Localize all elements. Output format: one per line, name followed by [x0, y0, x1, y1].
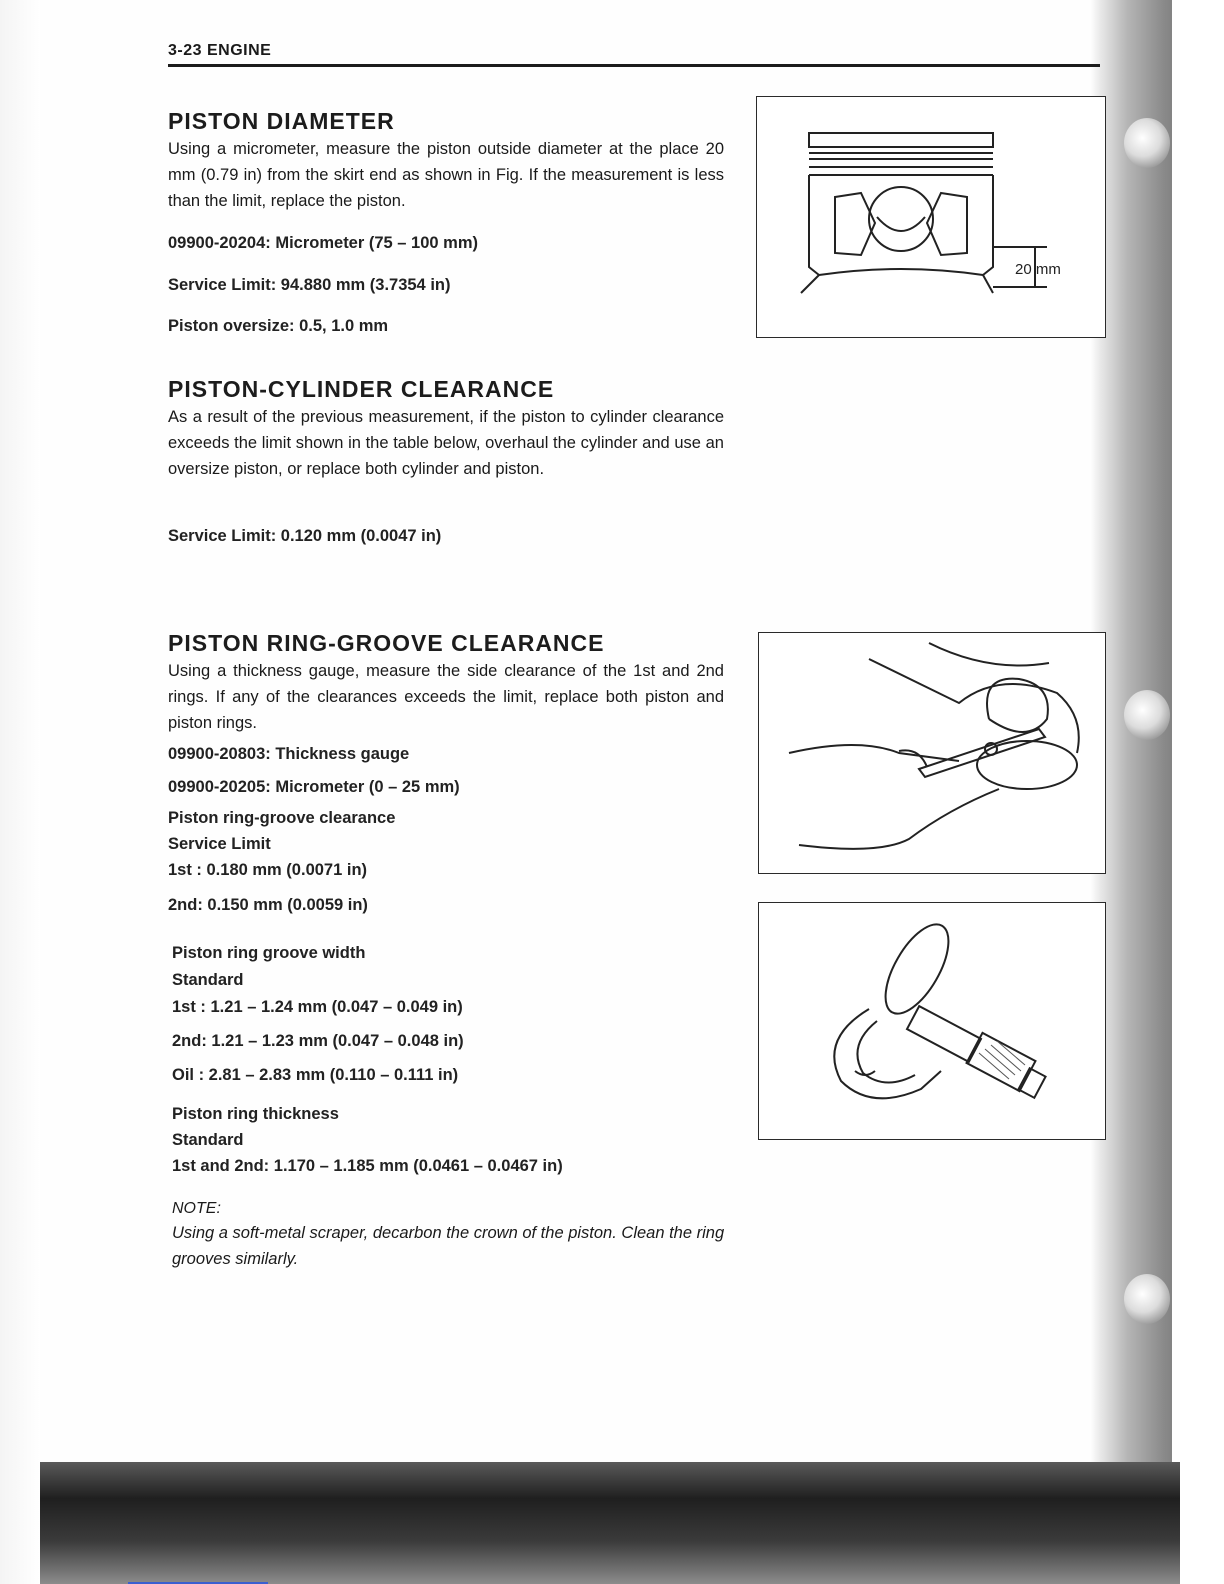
binder-hole-top — [1124, 118, 1170, 168]
ring-thickness-standard: Standard — [172, 1131, 244, 1149]
clearance-title: Piston ring-groove clearance — [168, 809, 396, 827]
note-label: NOTE: — [172, 1200, 221, 1217]
figure-micrometer — [758, 902, 1106, 1140]
piston-dimension-label: 20 mm — [1015, 261, 1061, 278]
binder-hole-middle — [1124, 690, 1170, 740]
micrometer-small-tool: 09900-20205: Micrometer (0 – 25 mm) — [168, 778, 460, 796]
page-left-edge — [0, 0, 40, 1584]
section-title-ring-groove: PISTON RING-GROOVE CLEARANCE — [168, 630, 605, 656]
piston-diameter-body: Using a micrometer, measure the piston outside diameter at the place 20 mm (0.79 in) from the skirt end as shown in Fig. If the measurement is less than the limit, replace the piston. — [168, 140, 724, 210]
figure-piston — [756, 96, 1106, 338]
thickness-gauge-tool: 09900-20803: Thickness gauge — [168, 745, 410, 763]
groove-width-title: Piston ring groove width — [172, 944, 366, 962]
cylinder-service-limit: Service Limit: 0.120 mm (0.0047 in) — [168, 527, 442, 545]
section-title-piston-cylinder: PISTON-CYLINDER CLEARANCE — [168, 376, 555, 402]
groove-width-first: 1st : 1.21 – 1.24 mm (0.047 – 0.049 in) — [172, 998, 463, 1016]
groove-width-oil: Oil : 2.81 – 2.83 mm (0.110 – 0.111 in) — [172, 1066, 459, 1084]
section-title-piston-diameter: PISTON DIAMETER — [168, 108, 395, 134]
ring-thickness-value: 1st and 2nd: 1.170 – 1.185 mm (0.0461 – 0.0467 in) — [172, 1157, 563, 1175]
scan-bottom-shadow — [40, 1462, 1180, 1584]
header-rule — [168, 64, 1100, 67]
binder-hole-bottom — [1124, 1274, 1170, 1324]
diameter-service-limit: Service Limit: 94.880 mm (3.7354 in) — [168, 276, 451, 294]
ring-groove-body: Using a thickness gauge, measure the side clearance of the 1st and 2nd rings. If any of the clearances exceeds the limit, replace both piston and piston rings. — [168, 662, 724, 732]
piston-oversize: Piston oversize: 0.5, 1.0 mm — [168, 317, 389, 335]
groove-width-standard: Standard — [172, 971, 244, 989]
note-text: Using a soft-metal scraper, decarbon the crown of the piston. Clean the ring grooves similarly. — [172, 1224, 725, 1268]
piston-drawing — [757, 97, 1105, 337]
ring-thickness-title: Piston ring thickness — [172, 1105, 339, 1123]
page-header: 3-23 ENGINE — [168, 42, 272, 59]
clearance-service-limit: Service Limit — [168, 835, 271, 853]
micrometer-tool: 09900-20204: Micrometer (75 – 100 mm) — [168, 234, 479, 252]
figure-thickness-gauge — [758, 632, 1106, 874]
clearance-second: 2nd: 0.150 mm (0.0059 in) — [168, 896, 368, 914]
micrometer-drawing — [759, 903, 1105, 1139]
piston-cylinder-body: As a result of the previous measurement, if the piston to cylinder clearance exceeds the limit shown in the table below, overhaul the cylinder and use an oversize piston, or replace both cylinder and piston. — [168, 408, 724, 478]
clearance-first: 1st : 0.180 mm (0.0071 in) — [168, 861, 368, 879]
thickness-gauge-drawing — [759, 633, 1105, 873]
groove-width-second: 2nd: 1.21 – 1.23 mm (0.047 – 0.048 in) — [172, 1032, 464, 1050]
binding-edge — [1172, 0, 1224, 1584]
